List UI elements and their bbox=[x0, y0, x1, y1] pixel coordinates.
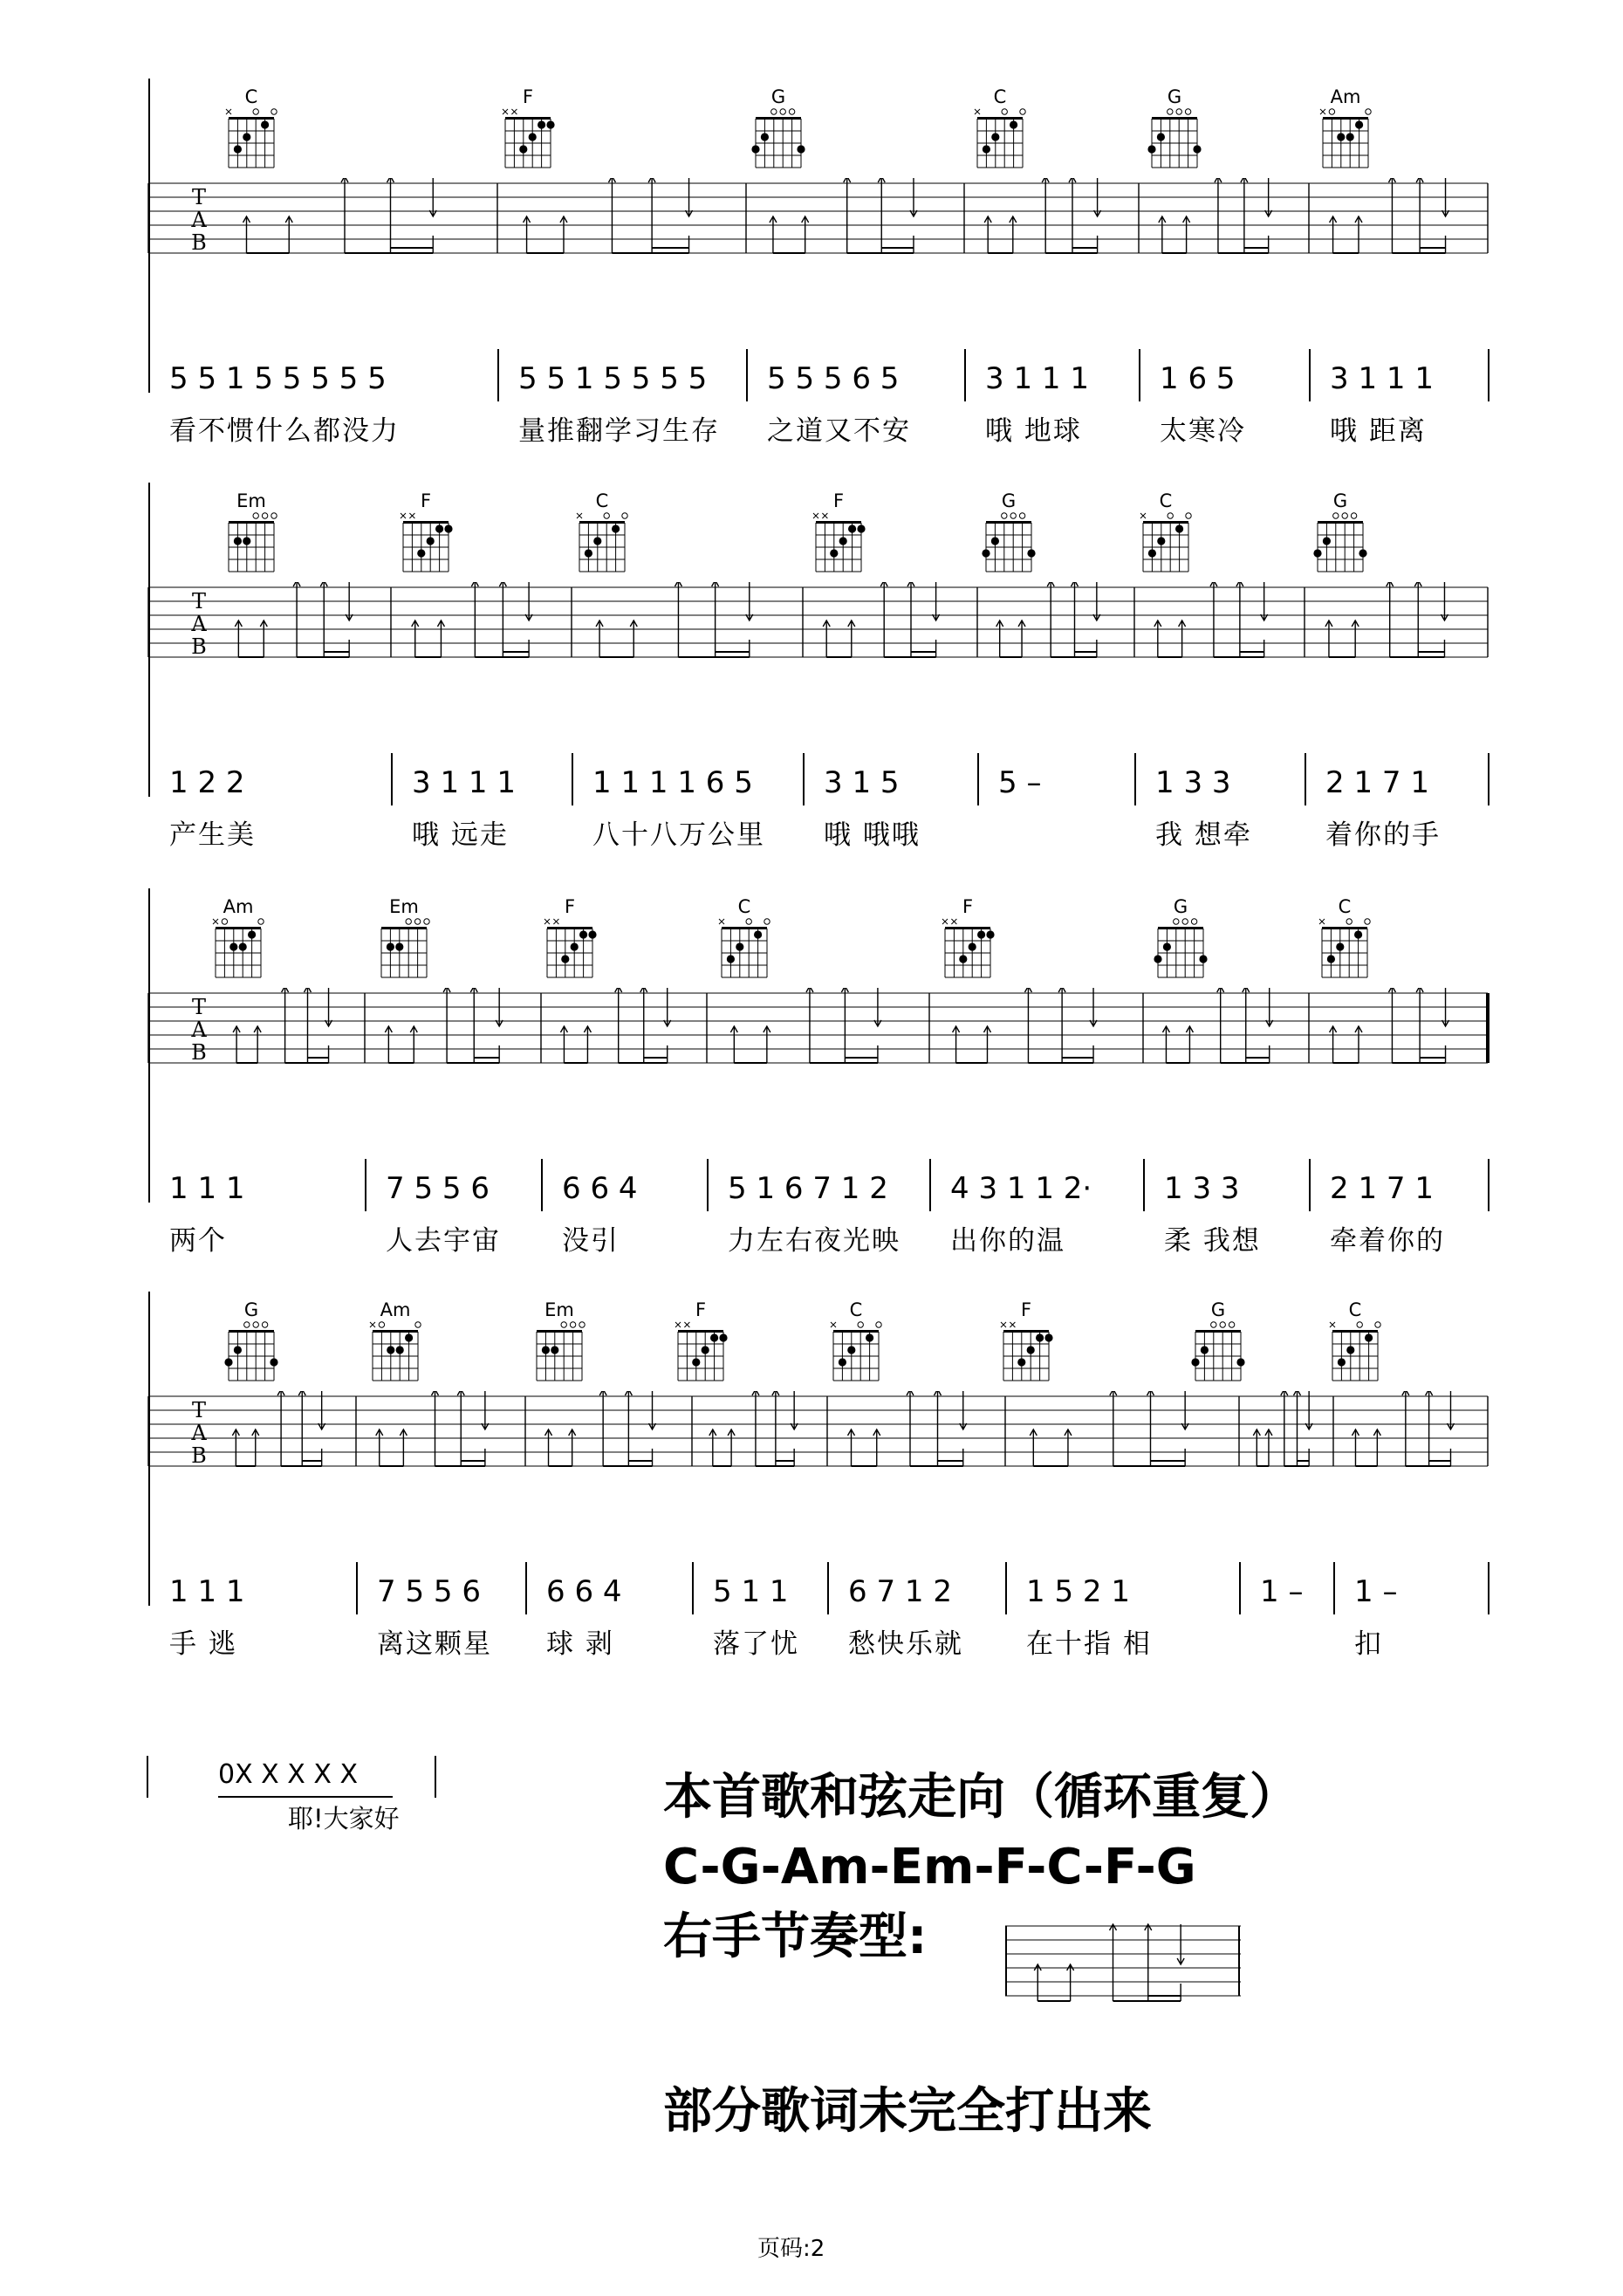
chord-diagram-f bbox=[493, 87, 563, 171]
chord-name: Em bbox=[544, 1299, 574, 1320]
lyric-text: 离这颗星 bbox=[377, 1628, 492, 1660]
chord-diagram-g bbox=[1146, 897, 1216, 981]
barline bbox=[1305, 753, 1306, 805]
chord-diagram-c bbox=[567, 491, 637, 575]
barline bbox=[707, 1159, 709, 1211]
lyric-text: 出你的温 bbox=[950, 1225, 1065, 1257]
chord-name: C bbox=[1338, 896, 1352, 917]
chord-name: F bbox=[832, 490, 845, 511]
chord-name: C bbox=[993, 86, 1007, 107]
measure bbox=[169, 1168, 365, 1299]
intro-lyric: 耶!大家好 bbox=[288, 1804, 400, 1833]
lyric-text: 球 剥 bbox=[546, 1628, 614, 1660]
barline bbox=[1488, 1562, 1489, 1614]
barline bbox=[1488, 1159, 1489, 1211]
chord-diagram-f bbox=[991, 1300, 1061, 1384]
barline bbox=[541, 1159, 543, 1211]
tab-clef-t: T bbox=[191, 1398, 207, 1422]
tab-staff bbox=[0, 988, 1623, 1110]
measure bbox=[985, 358, 1139, 489]
lyric-text: 人去宇宙 bbox=[386, 1225, 501, 1257]
chord-diagram-c bbox=[965, 87, 1035, 171]
measure bbox=[546, 1571, 692, 1702]
lyric-text: 手 逃 bbox=[169, 1628, 237, 1660]
notes-lyrics-remark: 部分歌词未完全打出来 bbox=[663, 2083, 1152, 2140]
measure bbox=[377, 1571, 525, 1702]
chord-diagram-c bbox=[821, 1300, 891, 1384]
jianpu-notation: 6 7 1 2 bbox=[848, 1574, 952, 1609]
barline bbox=[746, 349, 748, 401]
jianpu-notation: 6 6 4 bbox=[562, 1171, 638, 1206]
jianpu-notation: 1 1 1 bbox=[169, 1574, 245, 1609]
barline bbox=[391, 753, 393, 805]
chord-name: F bbox=[420, 490, 432, 511]
jianpu-notation: 1 1 1 1 6 5 bbox=[592, 765, 753, 800]
measure bbox=[824, 762, 977, 893]
measure bbox=[1160, 358, 1309, 489]
chord-diagram-c bbox=[1310, 897, 1380, 981]
tab-clef-a: A bbox=[191, 612, 207, 636]
tab-clef-b: B bbox=[191, 1443, 207, 1468]
jianpu-notation: 2 1 7 1 bbox=[1330, 1171, 1434, 1206]
tab-staff bbox=[0, 178, 1623, 300]
jianpu-notation: 3 1 1 1 bbox=[985, 361, 1089, 396]
measure bbox=[1330, 358, 1488, 489]
barline bbox=[525, 1562, 527, 1614]
lyric-text: 牵着你的 bbox=[1330, 1225, 1445, 1257]
chord-diagram-am bbox=[1311, 87, 1380, 171]
lyric-text: 在十指 相 bbox=[1026, 1628, 1152, 1660]
chord-diagram-f bbox=[535, 897, 605, 981]
jianpu-notation: 6 6 4 bbox=[546, 1574, 622, 1609]
lyric-text: 产生美 bbox=[169, 819, 256, 851]
barline bbox=[148, 1292, 150, 1606]
intro-jianpu: 0X X X X X bbox=[218, 1759, 358, 1790]
tab-clef-t: T bbox=[191, 995, 207, 1019]
lyric-text: 落了忧 bbox=[713, 1628, 799, 1660]
notes-progression-heading: 本首歌和弦走向（循环重复） bbox=[663, 1769, 1298, 1826]
chord-name: Am bbox=[223, 896, 254, 917]
notes-strum-heading: 右手节奏型: bbox=[663, 1909, 928, 1965]
barline bbox=[148, 483, 150, 797]
jianpu-notation: 1 6 5 bbox=[1160, 361, 1236, 396]
barline bbox=[1139, 349, 1140, 401]
measure bbox=[1325, 762, 1488, 893]
chord-diagram-f bbox=[666, 1300, 736, 1384]
tab-clef-b: B bbox=[191, 230, 207, 255]
chord-name: Em bbox=[389, 896, 419, 917]
jianpu-notation: 1 3 3 bbox=[1155, 765, 1231, 800]
barline bbox=[964, 349, 966, 401]
strum-pattern-example bbox=[1005, 1922, 1241, 2045]
chord-name: C bbox=[595, 490, 609, 511]
chord-diagram-f bbox=[804, 491, 873, 575]
measure bbox=[713, 1571, 827, 1702]
measure bbox=[1330, 1168, 1488, 1299]
chord-name: C bbox=[1159, 490, 1173, 511]
tab-clef-b: B bbox=[191, 634, 207, 659]
lyric-text: 之道又不安 bbox=[767, 415, 911, 447]
jianpu-notation: 1 – bbox=[1354, 1574, 1398, 1609]
lyric-text: 扣 bbox=[1354, 1628, 1383, 1660]
lyric-text: 看不惯什么都没力 bbox=[169, 415, 400, 447]
chord-name: G bbox=[1167, 86, 1182, 107]
barline bbox=[827, 1562, 829, 1614]
lyric-text: 哦 哦哦 bbox=[824, 819, 921, 851]
jianpu-notation: 3 1 5 bbox=[824, 765, 900, 800]
lyric-text: 两个 bbox=[169, 1225, 227, 1257]
lyric-text: 量推翻学习生存 bbox=[518, 415, 720, 447]
measure bbox=[998, 762, 1134, 893]
barline bbox=[1488, 753, 1489, 805]
barline bbox=[1488, 349, 1489, 401]
lyric-text: 八十八万公里 bbox=[592, 819, 765, 851]
jianpu-notation: 1 3 3 bbox=[1164, 1171, 1240, 1206]
barline bbox=[929, 1159, 931, 1211]
chord-name: Am bbox=[1330, 86, 1361, 107]
barline bbox=[365, 1159, 366, 1211]
measure bbox=[169, 358, 497, 489]
barline bbox=[1333, 1562, 1335, 1614]
measure bbox=[169, 762, 391, 893]
jianpu-notation: 5 – bbox=[998, 765, 1042, 800]
chord-diagram-g bbox=[1305, 491, 1375, 575]
barline bbox=[572, 753, 573, 805]
barline bbox=[1309, 1159, 1311, 1211]
jianpu-notation: 7 5 5 6 bbox=[386, 1171, 490, 1206]
barline bbox=[1134, 753, 1136, 805]
chord-name: Em bbox=[236, 490, 266, 511]
chord-diagram-f bbox=[391, 491, 461, 575]
chord-name: F bbox=[1020, 1299, 1032, 1320]
chord-name: F bbox=[564, 896, 576, 917]
tab-clef-a: A bbox=[191, 208, 207, 232]
page-number: 页码:2 bbox=[757, 2236, 825, 2262]
jianpu-notation: 5 1 1 bbox=[713, 1574, 789, 1609]
barline bbox=[1239, 1562, 1241, 1614]
measure bbox=[562, 1168, 707, 1299]
lyric-text: 哦 距离 bbox=[1330, 415, 1427, 447]
barline bbox=[1309, 349, 1311, 401]
jianpu-notation: 7 5 5 6 bbox=[377, 1574, 481, 1609]
chord-diagram-c bbox=[1131, 491, 1201, 575]
chord-diagram-g bbox=[1183, 1300, 1253, 1384]
chord-name: G bbox=[243, 1299, 259, 1320]
chord-name: G bbox=[1332, 490, 1348, 511]
chord-name: Am bbox=[380, 1299, 411, 1320]
barline bbox=[977, 753, 979, 805]
tab-clef-a: A bbox=[191, 1421, 207, 1445]
measure bbox=[386, 1168, 541, 1299]
lyric-text: 力左右夜光映 bbox=[728, 1225, 901, 1257]
measure bbox=[169, 1571, 356, 1702]
tab-staff bbox=[0, 582, 1623, 704]
chord-name: G bbox=[1001, 490, 1017, 511]
chord-diagram-em bbox=[369, 897, 439, 981]
measure bbox=[412, 762, 572, 893]
barline bbox=[1005, 1562, 1007, 1614]
jianpu-notation: 1 2 2 bbox=[169, 765, 245, 800]
jianpu-notation: 2 1 7 1 bbox=[1325, 765, 1429, 800]
tab-clef-t: T bbox=[191, 185, 207, 209]
chord-name: F bbox=[695, 1299, 707, 1320]
measure bbox=[950, 1168, 1143, 1299]
measure bbox=[592, 762, 803, 893]
jianpu-notation: 1 5 2 1 bbox=[1026, 1574, 1130, 1609]
measure bbox=[1354, 1571, 1488, 1702]
lyric-text: 愁快乐就 bbox=[848, 1628, 963, 1660]
lyric-text: 柔 我想 bbox=[1164, 1225, 1261, 1257]
barline bbox=[148, 79, 150, 393]
measure bbox=[767, 358, 964, 489]
lyric-text: 没引 bbox=[562, 1225, 620, 1257]
tab-staff bbox=[0, 1391, 1623, 1513]
chord-diagram-c bbox=[709, 897, 779, 981]
chord-diagram-em bbox=[216, 491, 286, 575]
jianpu-notation: 4 3 1 1 2· bbox=[950, 1171, 1092, 1206]
chord-diagram-am bbox=[203, 897, 273, 981]
chord-name: F bbox=[522, 86, 534, 107]
chord-diagram-am bbox=[360, 1300, 430, 1384]
jianpu-notation: 5 5 5 6 5 bbox=[767, 361, 900, 396]
measure bbox=[1026, 1571, 1239, 1702]
jianpu-notation: 5 1 6 7 1 2 bbox=[728, 1171, 888, 1206]
tab-clef-t: T bbox=[191, 589, 207, 613]
chord-diagram-f bbox=[933, 897, 1003, 981]
jianpu-notation: 1 – bbox=[1260, 1574, 1304, 1609]
chord-name: C bbox=[244, 86, 258, 107]
chord-diagram-g bbox=[743, 87, 813, 171]
lyric-text: 哦 地球 bbox=[985, 415, 1082, 447]
tab-clef-a: A bbox=[191, 1018, 207, 1042]
barline bbox=[803, 753, 805, 805]
chord-diagram-c bbox=[1320, 1300, 1390, 1384]
chord-name: C bbox=[849, 1299, 863, 1320]
lyric-text: 太寒冷 bbox=[1160, 415, 1246, 447]
lyric-text: 我 想牵 bbox=[1155, 819, 1252, 851]
jianpu-notation: 5 5 1 5 5 5 5 bbox=[518, 361, 708, 396]
chord-name: C bbox=[737, 896, 751, 917]
chord-name: G bbox=[1173, 896, 1188, 917]
notes-progression: C-G-Am-Em-F-C-F-G bbox=[663, 1839, 1196, 1895]
barline bbox=[692, 1562, 694, 1614]
chord-name: G bbox=[770, 86, 786, 107]
barline bbox=[497, 349, 499, 401]
jianpu-notation: 3 1 1 1 bbox=[412, 765, 516, 800]
barline bbox=[356, 1562, 358, 1614]
jianpu-notation: 3 1 1 1 bbox=[1330, 361, 1434, 396]
tab-clef-b: B bbox=[191, 1040, 207, 1065]
lyric-text: 哦 远走 bbox=[412, 819, 509, 851]
measure bbox=[1164, 1168, 1309, 1299]
chord-diagram-g bbox=[1140, 87, 1209, 171]
measure bbox=[848, 1571, 1005, 1702]
measure bbox=[518, 358, 746, 489]
intro-block bbox=[147, 1756, 443, 1843]
barline bbox=[1143, 1159, 1145, 1211]
measure bbox=[728, 1168, 929, 1299]
chord-name: G bbox=[1210, 1299, 1226, 1320]
chord-diagram-g bbox=[216, 1300, 286, 1384]
measure bbox=[1260, 1571, 1333, 1702]
strum-pattern-diagram bbox=[1005, 1922, 1241, 2045]
chord-diagram-g bbox=[974, 491, 1044, 575]
lyric-text: 着你的手 bbox=[1325, 819, 1441, 851]
chord-diagram-em bbox=[524, 1300, 594, 1384]
chord-diagram-c bbox=[216, 87, 286, 171]
measure bbox=[1155, 762, 1305, 893]
chord-name: C bbox=[1348, 1299, 1362, 1320]
chord-name: F bbox=[962, 896, 974, 917]
jianpu-notation: 1 1 1 bbox=[169, 1171, 245, 1206]
jianpu-notation: 5 5 1 5 5 5 5 5 bbox=[169, 361, 387, 396]
barline bbox=[148, 888, 150, 1203]
